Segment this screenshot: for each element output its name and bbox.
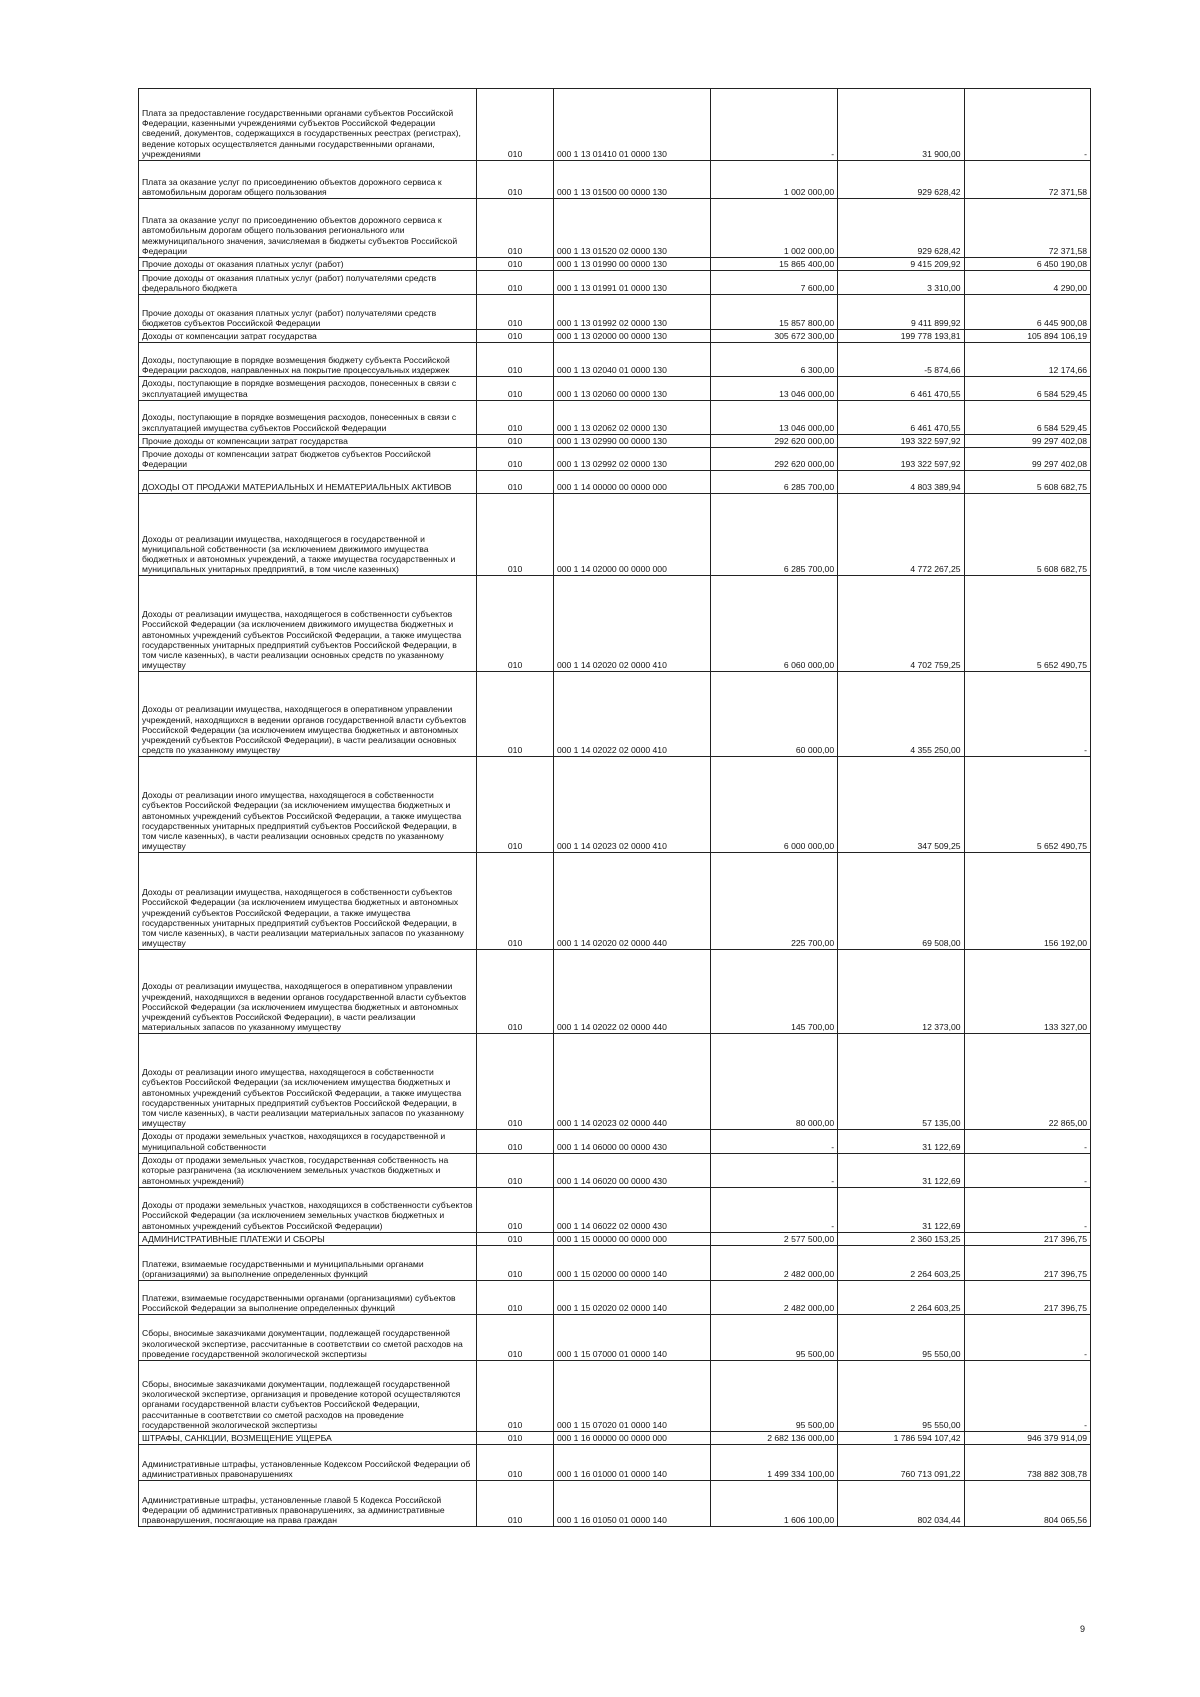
row-approved-amount: 2 682 136 000,00 bbox=[710, 1432, 838, 1445]
row-name: АДМИНИСТРАТИВНЫЕ ПЛАТЕЖИ И СБОРЫ bbox=[139, 1232, 477, 1245]
row-line-code: 010 bbox=[477, 1281, 554, 1315]
table-row bbox=[139, 1187, 1091, 1232]
row-budget-code: 000 1 14 02023 02 0000 410 bbox=[553, 757, 710, 853]
row-budget-code: 000 1 14 02020 02 0000 440 bbox=[553, 853, 710, 950]
row-line-code: 010 bbox=[477, 1315, 554, 1361]
row-budget-code: 000 1 16 01050 01 0000 140 bbox=[553, 1481, 710, 1527]
row-executed-amount: 6 461 470,55 bbox=[838, 400, 964, 434]
row-unexecuted-amount: - bbox=[964, 1315, 1090, 1361]
table-row bbox=[139, 1232, 1091, 1245]
row-executed-amount: 9 415 209,92 bbox=[838, 258, 964, 271]
row-executed-amount: 6 461 470,55 bbox=[838, 377, 964, 400]
row-budget-code: 000 1 14 02020 02 0000 410 bbox=[553, 576, 710, 672]
row-name: Доходы от продажи земельных участков, государственная собственность на которые разграничена (за исключением земельных участков бюджетных и автономных учреждений) bbox=[139, 1153, 477, 1187]
row-executed-amount: 4 702 759,25 bbox=[838, 576, 964, 672]
row-line-code: 010 bbox=[477, 199, 554, 258]
table-row bbox=[139, 1315, 1091, 1361]
row-line-code: 010 bbox=[477, 295, 554, 330]
table-row bbox=[139, 1432, 1091, 1445]
row-budget-code: 000 1 15 07020 01 0000 140 bbox=[553, 1361, 710, 1432]
row-name: Доходы от продажи земельных участков, находящихся в собственности субъектов Российской Федерации (за исключением земельных участков бюджетных и автономных учреждений субъектов Российской Федерации) bbox=[139, 1187, 477, 1232]
row-approved-amount: 7 600,00 bbox=[710, 271, 838, 295]
row-line-code: 010 bbox=[477, 1232, 554, 1245]
row-budget-code: 000 1 14 00000 00 0000 000 bbox=[553, 471, 710, 494]
row-executed-amount: 4 772 267,25 bbox=[838, 494, 964, 576]
row-budget-code: 000 1 13 01500 00 0000 130 bbox=[553, 161, 710, 199]
row-name: Плата за оказание услуг по присоединению объектов дорожного сервиса к автомобильным дорогам общего пользования регионального или межмуниципального значения, зачисляемая в бюджеты субъектов Российской Федерации bbox=[139, 199, 477, 258]
row-approved-amount: 13 046 000,00 bbox=[710, 377, 838, 400]
row-name: ДОХОДЫ ОТ ПРОДАЖИ МАТЕРИАЛЬНЫХ И НЕМАТЕРИАЛЬНЫХ АКТИВОВ bbox=[139, 471, 477, 494]
row-budget-code: 000 1 14 02000 00 0000 000 bbox=[553, 494, 710, 576]
row-line-code: 010 bbox=[477, 377, 554, 400]
row-executed-amount: -5 874,66 bbox=[838, 343, 964, 377]
row-unexecuted-amount: - bbox=[964, 89, 1090, 161]
row-unexecuted-amount: 6 584 529,45 bbox=[964, 400, 1090, 434]
row-budget-code: 000 1 16 00000 00 0000 000 bbox=[553, 1432, 710, 1445]
row-approved-amount: 6 285 700,00 bbox=[710, 494, 838, 576]
row-line-code: 010 bbox=[477, 576, 554, 672]
row-name: Плата за предоставление государственными органами субъектов Российской Федерации, казенными учреждениями субъектов Российской Федерации сведений, документов, содержащихся в государственных реестрах (регистрах), ведение которых осуществляется данными государственными органами, учреждениями bbox=[139, 89, 477, 161]
row-line-code: 010 bbox=[477, 400, 554, 434]
row-unexecuted-amount: 156 192,00 bbox=[964, 853, 1090, 950]
row-unexecuted-amount: 22 865,00 bbox=[964, 1034, 1090, 1130]
row-budget-code: 000 1 13 02060 00 0000 130 bbox=[553, 377, 710, 400]
row-line-code: 010 bbox=[477, 494, 554, 576]
row-name: Доходы от компенсации затрат государства bbox=[139, 330, 477, 343]
table-row bbox=[139, 89, 1091, 161]
row-name: Прочие доходы от оказания платных услуг (работ) получателями средств федерального бюджета bbox=[139, 271, 477, 295]
table-row bbox=[139, 1361, 1091, 1432]
row-name: Административные штрафы, установленные главой 5 Кодекса Российской Федерации об административных правонарушениях, за административные правонарушения, посягающие на права граждан bbox=[139, 1481, 477, 1527]
row-unexecuted-amount: 12 174,66 bbox=[964, 343, 1090, 377]
revenue-table bbox=[138, 88, 1091, 1527]
row-line-code: 010 bbox=[477, 1481, 554, 1527]
row-executed-amount: 347 509,25 bbox=[838, 757, 964, 853]
row-budget-code: 000 1 13 02040 01 0000 130 bbox=[553, 343, 710, 377]
row-approved-amount: 2 577 500,00 bbox=[710, 1232, 838, 1245]
row-approved-amount: 2 482 000,00 bbox=[710, 1281, 838, 1315]
row-executed-amount: 929 628,42 bbox=[838, 199, 964, 258]
row-line-code: 010 bbox=[477, 853, 554, 950]
row-name: Прочие доходы от компенсации затрат бюджетов субъектов Российской Федерации bbox=[139, 448, 477, 471]
row-line-code: 010 bbox=[477, 1246, 554, 1281]
row-unexecuted-amount: - bbox=[964, 1130, 1090, 1153]
row-approved-amount: 6 000 000,00 bbox=[710, 757, 838, 853]
row-executed-amount: 69 508,00 bbox=[838, 853, 964, 950]
row-name: Доходы, поступающие в порядке возмещения расходов, понесенных в связи с эксплуатацией имущества субъектов Российской Федерации bbox=[139, 400, 477, 434]
row-executed-amount: 199 778 193,81 bbox=[838, 330, 964, 343]
row-approved-amount: 1 606 100,00 bbox=[710, 1481, 838, 1527]
row-name: Платежи, взимаемые государственными органами (организациями) субъектов Российской Федерации за выполнение определенных функций bbox=[139, 1281, 477, 1315]
row-name: Доходы от реализации иного имущества, находящегося в собственности субъектов Российской Федерации (за исключением имущества бюджетных и автономных учреждений субъектов Российской Федерации, а также имущества государственных унитарных предприятий субъектов Российской Федерации, в том числе казенных), в части реализации материальных запасов по указанному имуществу bbox=[139, 1034, 477, 1130]
row-budget-code: 000 1 13 02062 02 0000 130 bbox=[553, 400, 710, 434]
row-approved-amount: 6 285 700,00 bbox=[710, 471, 838, 494]
row-approved-amount: 6 300,00 bbox=[710, 343, 838, 377]
row-line-code: 010 bbox=[477, 1034, 554, 1130]
row-budget-code: 000 1 13 02990 00 0000 130 bbox=[553, 434, 710, 447]
table-row bbox=[139, 161, 1091, 199]
row-unexecuted-amount: - bbox=[964, 1187, 1090, 1232]
row-approved-amount: 292 620 000,00 bbox=[710, 448, 838, 471]
row-executed-amount: 31 122,69 bbox=[838, 1130, 964, 1153]
row-line-code: 010 bbox=[477, 271, 554, 295]
row-line-code: 010 bbox=[477, 258, 554, 271]
row-approved-amount: 6 060 000,00 bbox=[710, 576, 838, 672]
row-approved-amount: 292 620 000,00 bbox=[710, 434, 838, 447]
row-name: Доходы, поступающие в порядке возмещения бюджету субъекта Российской Федерации расходов, направленных на покрытие процессуальных издержек bbox=[139, 343, 477, 377]
table-row bbox=[139, 199, 1091, 258]
row-line-code: 010 bbox=[477, 1187, 554, 1232]
row-budget-code: 000 1 16 01000 01 0000 140 bbox=[553, 1445, 710, 1481]
row-approved-amount: 1 002 000,00 bbox=[710, 199, 838, 258]
row-line-code: 010 bbox=[477, 1130, 554, 1153]
row-budget-code: 000 1 13 01410 01 0000 130 bbox=[553, 89, 710, 161]
row-approved-amount: 60 000,00 bbox=[710, 672, 838, 757]
row-approved-amount: 225 700,00 bbox=[710, 853, 838, 950]
row-approved-amount: 95 500,00 bbox=[710, 1361, 838, 1432]
row-line-code: 010 bbox=[477, 1361, 554, 1432]
row-line-code: 010 bbox=[477, 330, 554, 343]
row-budget-code: 000 1 14 06020 00 0000 430 bbox=[553, 1153, 710, 1187]
row-budget-code: 000 1 15 00000 00 0000 000 bbox=[553, 1232, 710, 1245]
table-row bbox=[139, 576, 1091, 672]
row-executed-amount: 31 122,69 bbox=[838, 1187, 964, 1232]
table-row bbox=[139, 1281, 1091, 1315]
row-executed-amount: 802 034,44 bbox=[838, 1481, 964, 1527]
row-approved-amount: 80 000,00 bbox=[710, 1034, 838, 1130]
row-executed-amount: 2 264 603,25 bbox=[838, 1281, 964, 1315]
row-executed-amount: 2 264 603,25 bbox=[838, 1246, 964, 1281]
row-approved-amount: 2 482 000,00 bbox=[710, 1246, 838, 1281]
row-name: Доходы от продажи земельных участков, находящихся в государственной и муниципальной собственности bbox=[139, 1130, 477, 1153]
row-executed-amount: 193 322 597,92 bbox=[838, 448, 964, 471]
row-name: Доходы от реализации имущества, находящегося в оперативном управлении учреждений, находящихся в ведении органов государственной власти субъектов Российской Федерации (за исключением имущества бюджетных и автономных учреждений субъектов Российской Федерации), в части реализации основных средств по указанному имуществу bbox=[139, 672, 477, 757]
row-unexecuted-amount: 99 297 402,08 bbox=[964, 448, 1090, 471]
row-unexecuted-amount: 6 584 529,45 bbox=[964, 377, 1090, 400]
row-unexecuted-amount: 5 652 490,75 bbox=[964, 576, 1090, 672]
row-approved-amount: 95 500,00 bbox=[710, 1315, 838, 1361]
row-executed-amount: 57 135,00 bbox=[838, 1034, 964, 1130]
row-unexecuted-amount: 72 371,58 bbox=[964, 199, 1090, 258]
row-unexecuted-amount: 6 450 190,08 bbox=[964, 258, 1090, 271]
row-approved-amount: 1 499 334 100,00 bbox=[710, 1445, 838, 1481]
row-budget-code: 000 1 14 02022 02 0000 440 bbox=[553, 950, 710, 1034]
row-name: Доходы от реализации имущества, находящегося в собственности субъектов Российской Федерации (за исключением движимого имущества бюджетных и автономных учреждений субъектов Российской Федерации, а также имущества государственных унитарных предприятий субъектов Российской Федерации, в том числе казенных), в части реализации основных средств по указанному имуществу bbox=[139, 576, 477, 672]
row-executed-amount: 12 373,00 bbox=[838, 950, 964, 1034]
table-row bbox=[139, 1445, 1091, 1481]
table-row bbox=[139, 1481, 1091, 1527]
row-unexecuted-amount: - bbox=[964, 672, 1090, 757]
row-line-code: 010 bbox=[477, 343, 554, 377]
table-row bbox=[139, 434, 1091, 447]
row-unexecuted-amount: 99 297 402,08 bbox=[964, 434, 1090, 447]
row-name: Доходы от реализации имущества, находящегося в оперативном управлении учреждений, находящихся в ведении органов государственной власти субъектов Российской Федерации (за исключением имущества бюджетных и автономных учреждений субъектов Российской Федерации), в части реализации материальных запасов по указанному имуществу bbox=[139, 950, 477, 1034]
row-budget-code: 000 1 15 02000 00 0000 140 bbox=[553, 1246, 710, 1281]
row-budget-code: 000 1 13 01520 02 0000 130 bbox=[553, 199, 710, 258]
row-name: Прочие доходы от оказания платных услуг (работ) bbox=[139, 258, 477, 271]
row-approved-amount: - bbox=[710, 1153, 838, 1187]
table-row bbox=[139, 343, 1091, 377]
row-name: Доходы от реализации имущества, находящегося в государственной и муниципальной собственности (за исключением движимого имущества бюджетных и автономных учреждений, а также имущества государственных и муниципальных унитарных предприятий, в том числе казенных) bbox=[139, 494, 477, 576]
row-executed-amount: 31 122,69 bbox=[838, 1153, 964, 1187]
row-line-code: 010 bbox=[477, 434, 554, 447]
row-executed-amount: 95 550,00 bbox=[838, 1315, 964, 1361]
row-line-code: 010 bbox=[477, 448, 554, 471]
row-approved-amount: 1 002 000,00 bbox=[710, 161, 838, 199]
row-unexecuted-amount: 4 290,00 bbox=[964, 271, 1090, 295]
row-executed-amount: 760 713 091,22 bbox=[838, 1445, 964, 1481]
row-name: Доходы, поступающие в порядке возмещения расходов, понесенных в связи с эксплуатацией имущества bbox=[139, 377, 477, 400]
row-line-code: 010 bbox=[477, 471, 554, 494]
table-row bbox=[139, 271, 1091, 295]
row-executed-amount: 2 360 153,25 bbox=[838, 1232, 964, 1245]
row-unexecuted-amount: 738 882 308,78 bbox=[964, 1445, 1090, 1481]
table-row bbox=[139, 1153, 1091, 1187]
table-row bbox=[139, 757, 1091, 853]
row-budget-code: 000 1 13 02992 02 0000 130 bbox=[553, 448, 710, 471]
row-unexecuted-amount: 946 379 914,09 bbox=[964, 1432, 1090, 1445]
table-row bbox=[139, 400, 1091, 434]
table-row bbox=[139, 295, 1091, 330]
row-unexecuted-amount: 133 327,00 bbox=[964, 950, 1090, 1034]
row-budget-code: 000 1 13 01991 01 0000 130 bbox=[553, 271, 710, 295]
row-line-code: 010 bbox=[477, 1432, 554, 1445]
row-executed-amount: 929 628,42 bbox=[838, 161, 964, 199]
row-name: Сборы, вносимые заказчиками документации, подлежащей государственной экологической экспертизе, организация и проведение которой осуществляются органами государственной власти субъектов Российской Федерации, рассчитанные в соответствии со сметой расходов на проведение государственной экологической экспертизы bbox=[139, 1361, 477, 1432]
table-row bbox=[139, 1246, 1091, 1281]
row-name: Платежи, взимаемые государственными и муниципальными органами (организациями) за выполнение определенных функций bbox=[139, 1246, 477, 1281]
row-unexecuted-amount: 5 652 490,75 bbox=[964, 757, 1090, 853]
row-name: Доходы от реализации имущества, находящегося в собственности субъектов Российской Федерации (за исключением имущества бюджетных и автономных учреждений субъектов Российской Федерации, а также имущества государственных унитарных предприятий субъектов Российской Федерации, в том числе казенных), в части реализации материальных запасов по указанному имуществу bbox=[139, 853, 477, 950]
row-budget-code: 000 1 14 06000 00 0000 430 bbox=[553, 1130, 710, 1153]
row-line-code: 010 bbox=[477, 1445, 554, 1481]
table-row bbox=[139, 494, 1091, 576]
table-row bbox=[139, 853, 1091, 950]
row-budget-code: 000 1 14 06022 02 0000 430 bbox=[553, 1187, 710, 1232]
table-row bbox=[139, 330, 1091, 343]
row-unexecuted-amount: - bbox=[964, 1361, 1090, 1432]
row-unexecuted-amount: 6 445 900,08 bbox=[964, 295, 1090, 330]
row-executed-amount: 31 900,00 bbox=[838, 89, 964, 161]
row-budget-code: 000 1 14 02022 02 0000 410 bbox=[553, 672, 710, 757]
row-unexecuted-amount: 72 371,58 bbox=[964, 161, 1090, 199]
table-row bbox=[139, 1034, 1091, 1130]
row-name: Прочие доходы от оказания платных услуг (работ) получателями средств бюджетов субъектов Российской Федерации bbox=[139, 295, 477, 330]
row-name: Сборы, вносимые заказчиками документации, подлежащей государственной экологической экспертизе, рассчитанные в соответствии со сметой расходов на проведение государственной экологической экспертизы bbox=[139, 1315, 477, 1361]
row-budget-code: 000 1 14 02023 02 0000 440 bbox=[553, 1034, 710, 1130]
row-unexecuted-amount: 5 608 682,75 bbox=[964, 494, 1090, 576]
table-row bbox=[139, 471, 1091, 494]
row-unexecuted-amount: 804 065,56 bbox=[964, 1481, 1090, 1527]
revenue-table-body bbox=[139, 89, 1091, 1527]
table-row bbox=[139, 672, 1091, 757]
row-approved-amount: 15 857 800,00 bbox=[710, 295, 838, 330]
row-approved-amount: - bbox=[710, 89, 838, 161]
row-budget-code: 000 1 13 01990 00 0000 130 bbox=[553, 258, 710, 271]
row-approved-amount: 305 672 300,00 bbox=[710, 330, 838, 343]
row-budget-code: 000 1 15 07000 01 0000 140 bbox=[553, 1315, 710, 1361]
row-unexecuted-amount: 217 396,75 bbox=[964, 1246, 1090, 1281]
table-row bbox=[139, 258, 1091, 271]
row-executed-amount: 9 411 899,92 bbox=[838, 295, 964, 330]
row-budget-code: 000 1 15 02020 02 0000 140 bbox=[553, 1281, 710, 1315]
row-approved-amount: 145 700,00 bbox=[710, 950, 838, 1034]
row-executed-amount: 4 803 389,94 bbox=[838, 471, 964, 494]
table-row bbox=[139, 950, 1091, 1034]
row-executed-amount: 95 550,00 bbox=[838, 1361, 964, 1432]
page-number: 9 bbox=[1080, 1624, 1086, 1634]
row-name: Доходы от реализации иного имущества, находящегося в собственности субъектов Российской Федерации (за исключением имущества бюджетных и автономных учреждений субъектов Российской Федерации, а также имущества государственных унитарных предприятий субъектов Российской Федерации, в том числе казенных), в части реализации основных средств по указанному имуществу bbox=[139, 757, 477, 853]
row-line-code: 010 bbox=[477, 89, 554, 161]
row-unexecuted-amount: - bbox=[964, 1153, 1090, 1187]
row-name: Прочие доходы от компенсации затрат государства bbox=[139, 434, 477, 447]
row-name: Плата за оказание услуг по присоединению объектов дорожного сервиса к автомобильным дорогам общего пользования bbox=[139, 161, 477, 199]
row-executed-amount: 193 322 597,92 bbox=[838, 434, 964, 447]
row-approved-amount: 15 865 400,00 bbox=[710, 258, 838, 271]
row-name: ШТРАФЫ, САНКЦИИ, ВОЗМЕЩЕНИЕ УЩЕРБА bbox=[139, 1432, 477, 1445]
table-row bbox=[139, 377, 1091, 400]
row-approved-amount: - bbox=[710, 1130, 838, 1153]
row-line-code: 010 bbox=[477, 672, 554, 757]
row-budget-code: 000 1 13 01992 02 0000 130 bbox=[553, 295, 710, 330]
row-line-code: 010 bbox=[477, 950, 554, 1034]
row-executed-amount: 1 786 594 107,42 bbox=[838, 1432, 964, 1445]
row-line-code: 010 bbox=[477, 1153, 554, 1187]
table-row bbox=[139, 448, 1091, 471]
row-approved-amount: - bbox=[710, 1187, 838, 1232]
row-unexecuted-amount: 5 608 682,75 bbox=[964, 471, 1090, 494]
row-name: Административные штрафы, установленные Кодексом Российской Федерации об административных правонарушениях bbox=[139, 1445, 477, 1481]
row-executed-amount: 3 310,00 bbox=[838, 271, 964, 295]
row-budget-code: 000 1 13 02000 00 0000 130 bbox=[553, 330, 710, 343]
table-row bbox=[139, 1130, 1091, 1153]
row-executed-amount: 4 355 250,00 bbox=[838, 672, 964, 757]
row-approved-amount: 13 046 000,00 bbox=[710, 400, 838, 434]
row-line-code: 010 bbox=[477, 757, 554, 853]
row-line-code: 010 bbox=[477, 161, 554, 199]
row-unexecuted-amount: 217 396,75 bbox=[964, 1281, 1090, 1315]
row-unexecuted-amount: 217 396,75 bbox=[964, 1232, 1090, 1245]
row-unexecuted-amount: 105 894 106,19 bbox=[964, 330, 1090, 343]
